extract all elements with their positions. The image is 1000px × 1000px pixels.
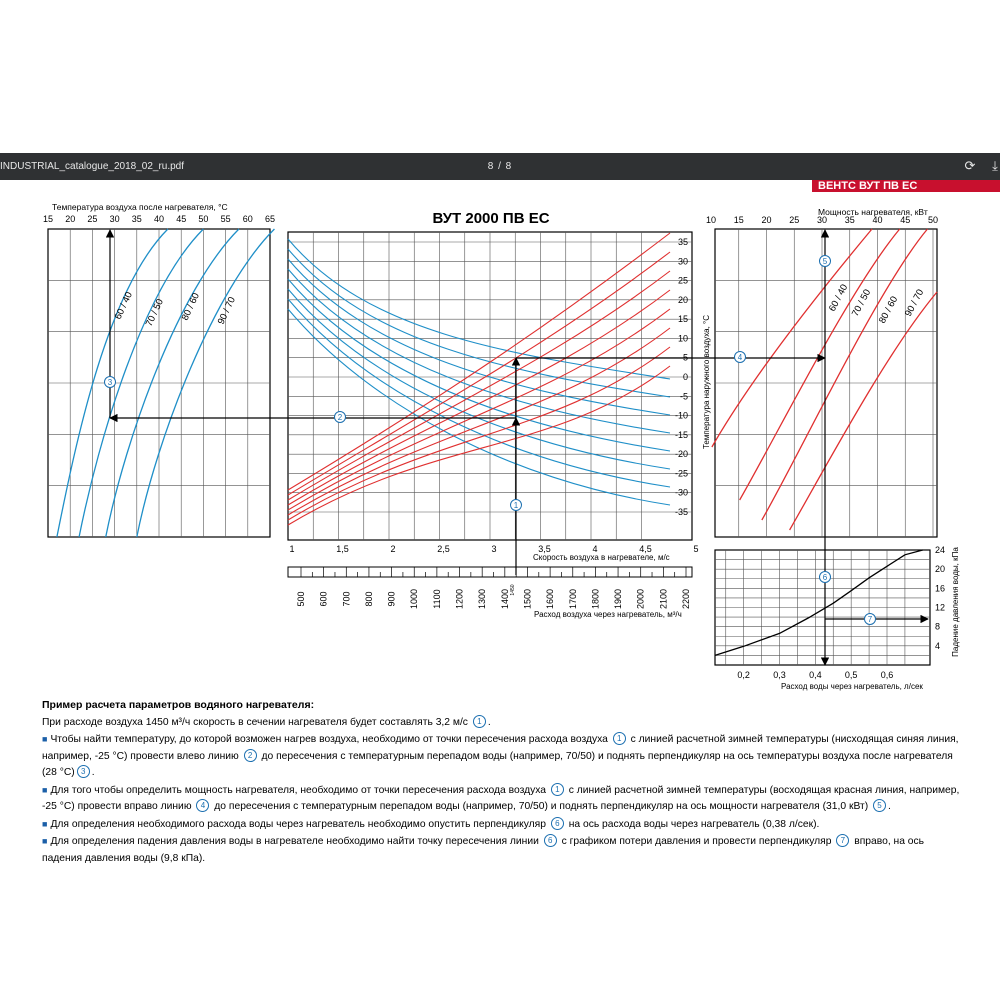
marker-number: 3 — [107, 378, 113, 387]
x-tick-label: 30 — [816, 215, 828, 225]
y-tick-label: -20 — [674, 449, 688, 460]
x-tick-label: 40 — [153, 214, 165, 224]
pressure-chart — [715, 545, 960, 691]
airflow-tick-label: 1500 — [522, 588, 533, 610]
power-axis-label: Мощность нагревателя, кВт — [818, 207, 928, 217]
example-paragraph-2: ■ Чтобы найти температуру, до которой возможен нагрев воздуха, необходимо от точки пересечения расхода воздуха 1 с линией расчетной зимней температуры (нисходящая синяя линия, например, -25 °С) провести влево линию 2 до пересечения с температурным перепадом воды (например, 70/50) и поднять перпендикуляр на ось температуры воздуха после нагревателя (28 °С) 3 . — [42, 734, 959, 778]
x-tick-label: 0,3 — [773, 670, 786, 680]
red-series-line — [288, 366, 670, 525]
x-tick-label: 60 — [242, 214, 253, 224]
airflow-tick-label: 1600 — [545, 588, 556, 610]
x-tick-label: 0,6 — [880, 670, 894, 680]
example-paragraph-4: ■ Для определения необходимого расхода воды через нагреватель необходимо опустить перпендикуляр 6 на ось расхода воды через нагреватель (0,38 л/сек). — [42, 818, 820, 830]
airflow-tick-label: 500 — [296, 591, 306, 607]
airflow-tick-label: 1300 — [477, 588, 488, 610]
y-tick-label: 16 — [935, 583, 946, 594]
example-paragraph-5: ■ Для определения падения давления воды в нагревателе необходимо найти точку пересечения линии 6 с графиком потери давления и провести перпендикуляр 7 вправо, на ось падения давления воды (9,8 кПа). — [42, 836, 925, 864]
x-tick-label: 4 — [592, 544, 598, 554]
y-tick-label: 35 — [677, 237, 688, 247]
nomogram-figure — [0, 192, 1000, 697]
airflow-tick-label: 1200 — [454, 588, 465, 610]
y-tick-label: 12 — [935, 602, 946, 613]
power-series-line — [790, 292, 937, 530]
y-tick-label: 24 — [935, 545, 946, 555]
x-tick-label: 65 — [264, 214, 276, 224]
blue-series-line — [288, 249, 670, 397]
red-series-line — [288, 328, 670, 515]
airflow-tick-label: 1800 — [590, 588, 601, 610]
y-tick-label: 8 — [935, 621, 941, 632]
y-tick-label: 4 — [935, 640, 941, 651]
series-label: 80 / 60 — [876, 294, 901, 326]
airflow-axis-label: Расход воздуха через нагреватель, м³/ч — [534, 610, 682, 619]
example-title: Пример расчета параметров водяного нагревателя: — [42, 699, 315, 711]
x-tick-label: 50 — [927, 215, 939, 225]
y-tick-label: -15 — [674, 429, 688, 440]
airflow-tick-label: 1100 — [431, 589, 442, 609]
x-tick-label: 2 — [390, 544, 396, 554]
red-series-line — [288, 271, 670, 500]
y-tick-label: 30 — [677, 256, 688, 267]
marker-number: 2 — [337, 413, 343, 422]
airflow-tick-label: 2100 — [658, 588, 669, 610]
x-tick-label: 3,5 — [538, 544, 551, 554]
y-tick-label: -30 — [674, 487, 688, 498]
x-tick-label: 0,2 — [737, 670, 750, 680]
y-tick-label: -5 — [679, 391, 688, 402]
x-tick-label: 45 — [900, 215, 911, 225]
example-paragraph-3: ■ Для того чтобы определить мощность нагревателя, необходимо от точки пересечения расхода воздуха 1 с линией расчетной зимней температуры (восходящая красная линия, например, -25 °С) провести вправо линию 4 до пересечения с температурным перепадом воды (например, 70/50) и поднять перпендикуляр на ось мощности нагревателя (31,0 кВт) 5 . — [42, 784, 960, 812]
x-tick-label: 3 — [491, 544, 497, 554]
series-label: 60 / 40 — [112, 290, 136, 322]
y-tick-label: 10 — [677, 333, 688, 344]
airflow-tick-label: 800 — [363, 591, 374, 607]
construction-lines — [107, 230, 928, 665]
x-tick-label: 35 — [131, 214, 142, 224]
marker-number: 5 — [822, 257, 828, 266]
x-tick-label: 40 — [872, 215, 883, 225]
example-paragraph-1: При расходе воздуха 1450 м³/ч скорость в сечении нагревателя будет составлять 3,2 м/с 1 . — [42, 716, 491, 728]
x-tick-label: 5 — [693, 544, 699, 554]
power-series-line — [712, 229, 872, 447]
airflow-tick-label: 1900 — [613, 588, 624, 610]
power-series-line — [737, 229, 900, 500]
airflow-marker-label: 1450 — [510, 584, 516, 596]
x-tick-label: 30 — [109, 214, 120, 224]
x-tick-label: 35 — [844, 215, 855, 225]
y-tick-label: -10 — [674, 410, 688, 421]
x-tick-label: 45 — [176, 214, 187, 224]
x-tick-label: 1 — [289, 544, 295, 554]
x-tick-label: 55 — [220, 214, 231, 224]
x-tick-label: 15 — [42, 214, 54, 224]
water-flow-axis-label: Расход воды через нагреватель, л/сек — [781, 682, 923, 691]
airflow-tick-label: 700 — [341, 591, 352, 607]
brand-banner: ВЕНТС ВУТ ПВ ЕС — [812, 180, 1000, 192]
x-tick-label: 20 — [65, 214, 76, 224]
y-tick-label: 0 — [682, 372, 688, 382]
x-tick-label: 25 — [87, 214, 98, 224]
marker-number: 4 — [737, 353, 743, 362]
x-tick-label: 2,5 — [437, 544, 450, 554]
marker-number: 7 — [867, 615, 873, 624]
download-icon[interactable]: ⤓ — [992, 158, 998, 173]
y-tick-label: 15 — [677, 314, 688, 325]
airflow-tick-label: 1000 — [409, 588, 420, 610]
marker-number: 6 — [822, 573, 828, 582]
rotate-icon[interactable]: ⟳ — [964, 158, 976, 173]
series-label: 70 / 50 — [849, 287, 874, 319]
blue-series-line — [288, 289, 670, 469]
x-tick-label: 20 — [761, 215, 772, 225]
series-label: 80 / 60 — [179, 291, 203, 323]
pressure-drop-axis-label: Падение давления воды, кПа — [951, 547, 960, 657]
series-label: 70 / 50 — [143, 297, 167, 329]
y-tick-label: 20 — [677, 294, 688, 305]
y-tick-label: 25 — [677, 275, 688, 286]
power-series-line — [762, 229, 928, 520]
x-tick-label: 15 — [733, 215, 744, 225]
page-indicator: 8 / 8 — [487, 161, 513, 172]
y-tick-label: -25 — [674, 468, 688, 479]
x-tick-label: 50 — [198, 214, 209, 224]
series-label: 90 / 70 — [215, 295, 239, 327]
airflow-tick-label: 1700 — [567, 588, 578, 610]
series-label: 60 / 40 — [826, 282, 851, 314]
outlet-temp-chart — [43, 202, 275, 537]
y-tick-label: -35 — [674, 507, 688, 517]
x-tick-label: 10 — [705, 215, 717, 225]
x-tick-label: 25 — [789, 215, 800, 225]
x-tick-label: 0,5 — [844, 670, 858, 680]
marker-number: 1 — [513, 501, 519, 510]
y-tick-label: 20 — [935, 564, 946, 575]
example-text — [42, 697, 962, 867]
x-tick-label: 1,5 — [336, 544, 349, 554]
pressure-curve — [715, 550, 923, 655]
red-series-line — [288, 309, 670, 510]
airflow-tick-label: 2000 — [635, 588, 646, 610]
airflow-tick-label: 1400 — [499, 588, 510, 610]
y-tick-label: 5 — [682, 352, 688, 363]
airflow-tick-label: 2200 — [681, 588, 691, 610]
series-label: 90 / 70 — [902, 287, 927, 319]
pdf-viewer-toolbar — [0, 153, 1000, 180]
x-tick-label: 4,5 — [639, 544, 652, 554]
document-filename: INDUSTRIAL_catalogue_2018_02_ru.pdf — [0, 161, 185, 172]
x-tick-label: 0,4 — [809, 670, 822, 680]
outlet-temp-axis-label: Температура воздуха после нагревателя, °C — [52, 202, 228, 212]
air-velocity-axis-label: Скорость воздуха в нагревателе, м/с — [533, 553, 670, 562]
chart-title: ВУТ 2000 ПВ ЕС — [432, 210, 550, 227]
airflow-tick-label: 900 — [386, 591, 397, 607]
outdoor-temp-axis-label: Температура наружного воздуха, °C — [702, 314, 711, 450]
red-series-line — [288, 233, 670, 490]
airflow-tick-label: 600 — [318, 591, 329, 607]
main-chart — [288, 210, 711, 619]
